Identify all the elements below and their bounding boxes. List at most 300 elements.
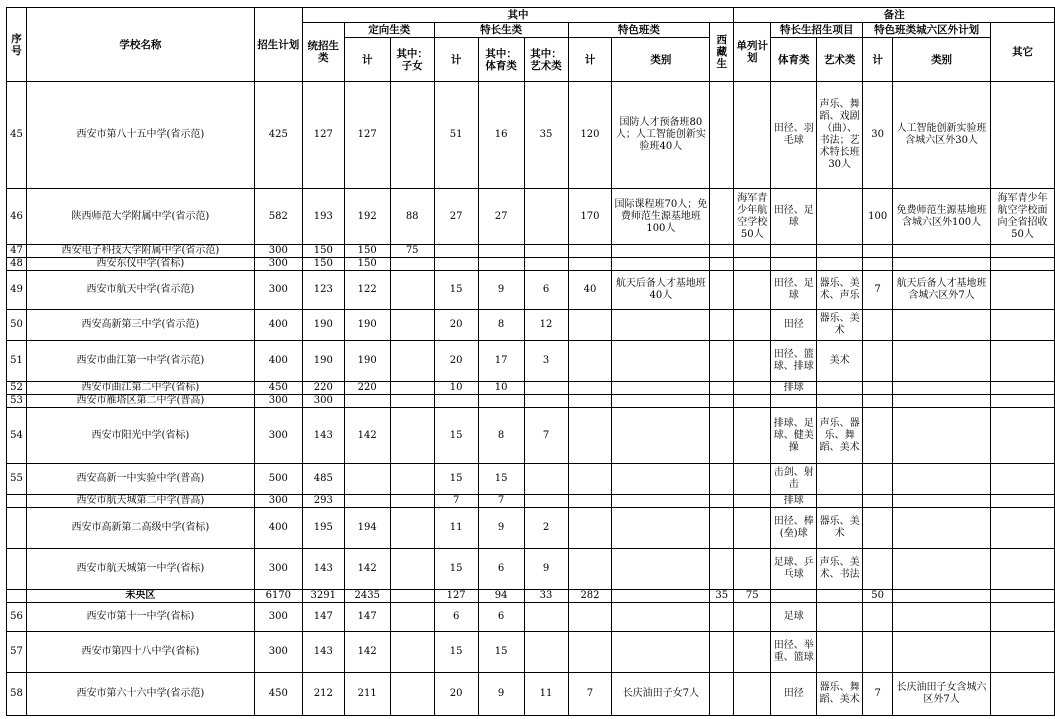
cell-outside-total [863,603,893,632]
header-unified: 统招生类 [302,23,344,82]
cell-class-total [568,258,612,271]
cell-sports-category: 田径、举重、篮球 [771,632,817,673]
cell-school-name: 西安电子科技大学附属中学(省示范) [26,245,254,258]
cell-tibet [710,245,734,258]
cell-unified: 300 [302,395,344,408]
cell-class-category: 国防人才预备班80人；人工智能创新实验班40人 [612,82,710,189]
cell-children [390,82,434,189]
cell-unified: 190 [302,341,344,382]
cell-arts-category [817,603,863,632]
cell-sports: 7 [478,495,524,508]
cell-single-plan [734,508,771,549]
cell-plan: 300 [254,495,302,508]
cell-class-total: 282 [568,590,612,603]
cell-plan: 400 [254,310,302,341]
cell-children [390,408,434,464]
cell-plan: 300 [254,258,302,271]
cell-seq [7,549,27,590]
cell-specialty-total: 15 [434,271,478,310]
cell-school-name: 陕西师范大学附属中学(省示范) [26,189,254,245]
cell-sports-category: 排球、足球、健美操 [771,408,817,464]
cell-specialty-total: 6 [434,603,478,632]
cell-specialty-total [434,258,478,271]
header-sports-category: 体育类 [771,38,817,82]
cell-single-plan [734,82,771,189]
cell-children [390,395,434,408]
cell-specialty-total: 20 [434,310,478,341]
cell-class-total [568,464,612,495]
cell-school-name: 西安市高新第二高级中学(省标) [26,508,254,549]
cell-class-total [568,395,612,408]
cell-seq: 45 [7,82,27,189]
header-of-which: 其中 [302,8,734,23]
cell-other [990,258,1054,271]
cell-outside-category [893,382,991,395]
cell-unified: 3291 [302,590,344,603]
cell-outside-category [893,549,991,590]
cell-class-category [612,495,710,508]
cell-outside-category [893,464,991,495]
cell-outside-category [893,408,991,464]
cell-plan: 582 [254,189,302,245]
cell-plan: 300 [254,271,302,310]
cell-specialty-total: 51 [434,82,478,189]
cell-school-name: 西安高新第三中学(省示范) [26,310,254,341]
cell-specialty-total: 15 [434,632,478,673]
cell-arts-category: 声乐、器乐、舞蹈、美术 [817,408,863,464]
cell-plan: 300 [254,549,302,590]
cell-tibet [710,495,734,508]
header-specialty-total: 计 [434,38,478,82]
cell-outside-total: 7 [863,673,893,716]
header-arts-category: 艺术类 [817,38,863,82]
cell-seq: 58 [7,673,27,716]
cell-sports: 8 [478,408,524,464]
cell-class-total [568,382,612,395]
cell-class-total: 40 [568,271,612,310]
cell-school-name: 西安市曲江第二中学(省标) [26,382,254,395]
cell-sports [478,395,524,408]
cell-directed-total: 192 [344,189,390,245]
cell-single-plan [734,395,771,408]
cell-seq: 54 [7,408,27,464]
cell-directed-total: 194 [344,508,390,549]
cell-arts: 2 [524,508,568,549]
cell-sports-category: 田径 [771,673,817,716]
cell-sports-category [771,395,817,408]
cell-class-total [568,310,612,341]
table-row [7,395,1055,408]
cell-arts: 6 [524,271,568,310]
cell-arts-category [817,495,863,508]
cell-sports: 17 [478,341,524,382]
cell-unified: 127 [302,82,344,189]
cell-sports-category: 田径、棒(垒)球 [771,508,817,549]
cell-other: 海军青少年航空学校面向全省招收50人 [990,189,1054,245]
cell-tibet [710,271,734,310]
cell-tibet [710,673,734,716]
cell-outside-total [863,382,893,395]
cell-seq: 55 [7,464,27,495]
cell-specialty-total [434,245,478,258]
cell-outside-total [863,632,893,673]
cell-single-plan [734,258,771,271]
table-body [7,82,1055,716]
cell-sports-category: 田径、羽毛球 [771,82,817,189]
cell-school-name: 未央区 [26,590,254,603]
cell-class-category [612,408,710,464]
header-directed-total: 计 [344,38,390,82]
cell-single-plan [734,549,771,590]
cell-unified: 195 [302,508,344,549]
cell-outside-total [863,395,893,408]
cell-school-name: 西安市阳光中学(省标) [26,408,254,464]
cell-sports: 15 [478,464,524,495]
cell-sports-category [771,258,817,271]
cell-sports: 9 [478,673,524,716]
header-specialty: 特长生类 [434,23,568,38]
cell-children [390,271,434,310]
cell-arts [524,258,568,271]
header-children: 其中：子女 [390,38,434,82]
cell-plan: 300 [254,408,302,464]
cell-arts-category: 器乐、美术、声乐 [817,271,863,310]
table-row [7,603,1055,632]
cell-outside-category [893,258,991,271]
cell-single-plan [734,495,771,508]
cell-sports-category: 田径 [771,310,817,341]
cell-arts-category [817,632,863,673]
cell-tibet [710,82,734,189]
cell-single-plan [734,382,771,395]
cell-sports: 9 [478,508,524,549]
cell-arts-category [817,382,863,395]
cell-tibet [710,382,734,395]
cell-directed-total [344,495,390,508]
cell-sports-category: 田径、足球 [771,271,817,310]
table-row [7,508,1055,549]
cell-school-name: 西安市航天城第一中学(省标) [26,549,254,590]
cell-seq: 46 [7,189,27,245]
cell-arts: 35 [524,82,568,189]
cell-specialty-total: 27 [434,189,478,245]
cell-other [990,82,1054,189]
cell-other [990,590,1054,603]
cell-children [390,495,434,508]
cell-outside-category: 人工智能创新实验班含城六区外30人 [893,82,991,189]
cell-specialty-total: 15 [434,408,478,464]
cell-school-name: 西安市第八十五中学(省示范) [26,82,254,189]
cell-sports: 94 [478,590,524,603]
cell-plan: 500 [254,464,302,495]
cell-single-plan [734,408,771,464]
cell-class-category [612,632,710,673]
cell-school-name: 西安高新一中实验中学(普高) [26,464,254,495]
cell-children [390,549,434,590]
header-arts: 其中：艺术类 [524,38,568,82]
cell-school-name: 西安市航天中学(省示范) [26,271,254,310]
table-row [7,258,1055,271]
cell-single-plan [734,310,771,341]
cell-class-category: 航天后备人才基地班40人 [612,271,710,310]
header-special-class: 特色班类 [568,23,710,38]
cell-outside-total [863,508,893,549]
table-row [7,245,1055,258]
table-row [7,408,1055,464]
cell-directed-total: 190 [344,341,390,382]
cell-tibet [710,408,734,464]
cell-arts-category [817,590,863,603]
cell-specialty-total: 10 [434,382,478,395]
cell-directed-total: 147 [344,603,390,632]
table-row [7,310,1055,341]
cell-arts-category [817,464,863,495]
cell-class-category [612,310,710,341]
cell-sports-category: 足球、乒乓球 [771,549,817,590]
cell-directed-total: 127 [344,82,390,189]
cell-class-category: 长庆油田子女7人 [612,673,710,716]
cell-children [390,590,434,603]
cell-class-category [612,508,710,549]
cell-unified: 150 [302,245,344,258]
cell-tibet [710,341,734,382]
cell-outside-total: 100 [863,189,893,245]
cell-sports-category: 排球 [771,382,817,395]
cell-arts-category [817,189,863,245]
header-seq: 序号 [7,8,27,82]
cell-sports-category: 田径、篮球、排球 [771,341,817,382]
cell-school-name: 西安市第十一中学(省标) [26,603,254,632]
cell-children [390,310,434,341]
cell-arts-category: 声乐、舞蹈、戏剧（曲）、书法；艺术特长班30人 [817,82,863,189]
cell-school-name: 西安东仪中学(省标) [26,258,254,271]
cell-single-plan [734,632,771,673]
cell-tibet [710,603,734,632]
table-row [7,382,1055,395]
header-outside-category: 类别 [893,38,991,82]
cell-children [390,464,434,495]
cell-seq: 49 [7,271,27,310]
cell-sports-category: 排球 [771,495,817,508]
cell-seq: 47 [7,245,27,258]
cell-specialty-total: 15 [434,549,478,590]
cell-children: 88 [390,189,434,245]
cell-plan: 450 [254,382,302,395]
cell-class-category [612,549,710,590]
cell-other [990,495,1054,508]
cell-sports: 27 [478,189,524,245]
cell-plan: 400 [254,341,302,382]
cell-tibet [710,632,734,673]
cell-children [390,258,434,271]
cell-class-category [612,341,710,382]
header-specialty-project: 特长生招生项目 [771,23,863,38]
cell-class-total [568,508,612,549]
cell-outside-category [893,508,991,549]
cell-directed-total: 122 [344,271,390,310]
cell-arts: 33 [524,590,568,603]
cell-unified: 193 [302,189,344,245]
cell-outside-total [863,549,893,590]
cell-class-total: 7 [568,673,612,716]
cell-arts: 7 [524,408,568,464]
cell-outside-category [893,632,991,673]
cell-children [390,673,434,716]
cell-plan: 400 [254,508,302,549]
cell-other [990,382,1054,395]
cell-arts [524,495,568,508]
cell-unified: 123 [302,271,344,310]
cell-sports: 15 [478,632,524,673]
cell-directed-total [344,464,390,495]
cell-seq: 56 [7,603,27,632]
cell-plan: 300 [254,603,302,632]
cell-seq: 57 [7,632,27,673]
cell-tibet [710,549,734,590]
table-row [7,189,1055,245]
cell-outside-category [893,245,991,258]
cell-class-category: 国际课程班70人；免费师范生源基地班100人 [612,189,710,245]
cell-directed-total: 150 [344,258,390,271]
cell-single-plan [734,673,771,716]
cell-sports: 6 [478,603,524,632]
cell-class-category [612,603,710,632]
cell-tibet [710,395,734,408]
cell-tibet [710,310,734,341]
cell-other [990,464,1054,495]
cell-sports: 9 [478,271,524,310]
cell-arts-category [817,258,863,271]
cell-class-total [568,495,612,508]
cell-directed-total: 220 [344,382,390,395]
cell-outside-category [893,310,991,341]
cell-outside-category [893,395,991,408]
cell-arts: 12 [524,310,568,341]
cell-arts-category: 器乐、舞蹈、美术 [817,673,863,716]
admissions-table-wrapper [6,7,1055,716]
cell-sports: 16 [478,82,524,189]
cell-children [390,632,434,673]
cell-directed-total: 2435 [344,590,390,603]
cell-outside-total [863,258,893,271]
cell-single-plan [734,603,771,632]
cell-arts-category [817,245,863,258]
cell-sports-category: 击剑、射击 [771,464,817,495]
cell-class-total [568,603,612,632]
cell-specialty-total: 11 [434,508,478,549]
cell-arts-category: 美术 [817,341,863,382]
table-row [7,341,1055,382]
cell-plan: 300 [254,632,302,673]
cell-tibet [710,508,734,549]
cell-class-total: 120 [568,82,612,189]
cell-school-name: 西安市曲江第一中学(省示范) [26,341,254,382]
cell-other [990,549,1054,590]
header-directed: 定向生类 [344,23,434,38]
cell-class-total [568,408,612,464]
cell-sports [478,245,524,258]
cell-outside-total [863,495,893,508]
cell-arts-category [817,395,863,408]
cell-unified: 190 [302,310,344,341]
header-tibet: 西藏生 [710,23,734,82]
cell-outside-total: 30 [863,82,893,189]
cell-seq: 48 [7,258,27,271]
cell-directed-total: 142 [344,549,390,590]
cell-specialty-total: 7 [434,495,478,508]
cell-other [990,341,1054,382]
cell-plan: 6170 [254,590,302,603]
cell-outside-category: 长庆油田子女含城六区外7人 [893,673,991,716]
cell-school-name: 西安市第六十六中学(省示范) [26,673,254,716]
cell-class-total: 170 [568,189,612,245]
cell-plan: 425 [254,82,302,189]
cell-arts-category: 声乐、美术、书法 [817,549,863,590]
cell-outside-total: 7 [863,271,893,310]
cell-unified: 485 [302,464,344,495]
table-row [7,673,1055,716]
cell-arts [524,464,568,495]
cell-specialty-total [434,395,478,408]
header-other: 其它 [990,23,1054,82]
cell-arts [524,245,568,258]
cell-class-total [568,341,612,382]
cell-other [990,673,1054,716]
cell-arts [524,395,568,408]
cell-unified: 293 [302,495,344,508]
cell-single-plan [734,271,771,310]
cell-single-plan [734,341,771,382]
cell-directed-total [344,395,390,408]
cell-school-name: 西安市航天城第二中学(普高) [26,495,254,508]
cell-tibet [710,258,734,271]
cell-outside-category: 免费师范生源基地班含城六区外100人 [893,189,991,245]
cell-tibet: 35 [710,590,734,603]
cell-outside-total [863,310,893,341]
cell-sports: 6 [478,549,524,590]
cell-seq: 50 [7,310,27,341]
cell-outside-category: 航天后备人才基地班含城六区外7人 [893,271,991,310]
cell-class-category [612,382,710,395]
cell-directed-total: 142 [344,632,390,673]
cell-arts: 9 [524,549,568,590]
cell-single-plan [734,245,771,258]
cell-other [990,245,1054,258]
cell-outside-total [863,341,893,382]
cell-specialty-total: 20 [434,673,478,716]
cell-class-category [612,590,710,603]
cell-arts: 3 [524,341,568,382]
cell-outside-category [893,341,991,382]
header-special-outside: 特色班类城六区外计划 [863,23,991,38]
cell-arts-category: 器乐、美术 [817,310,863,341]
cell-directed-total: 211 [344,673,390,716]
cell-arts [524,603,568,632]
table-row [7,632,1055,673]
cell-other [990,271,1054,310]
header-sports: 其中：体育类 [478,38,524,82]
cell-single-plan: 75 [734,590,771,603]
cell-arts-category: 器乐、美术 [817,508,863,549]
cell-school-name: 西安市雁塔区第二中学(普高) [26,395,254,408]
cell-children [390,603,434,632]
cell-specialty-total: 127 [434,590,478,603]
cell-arts [524,382,568,395]
cell-outside-category [893,495,991,508]
cell-seq [7,508,27,549]
cell-single-plan: 海军青少年航空学校50人 [734,189,771,245]
cell-directed-total: 190 [344,310,390,341]
